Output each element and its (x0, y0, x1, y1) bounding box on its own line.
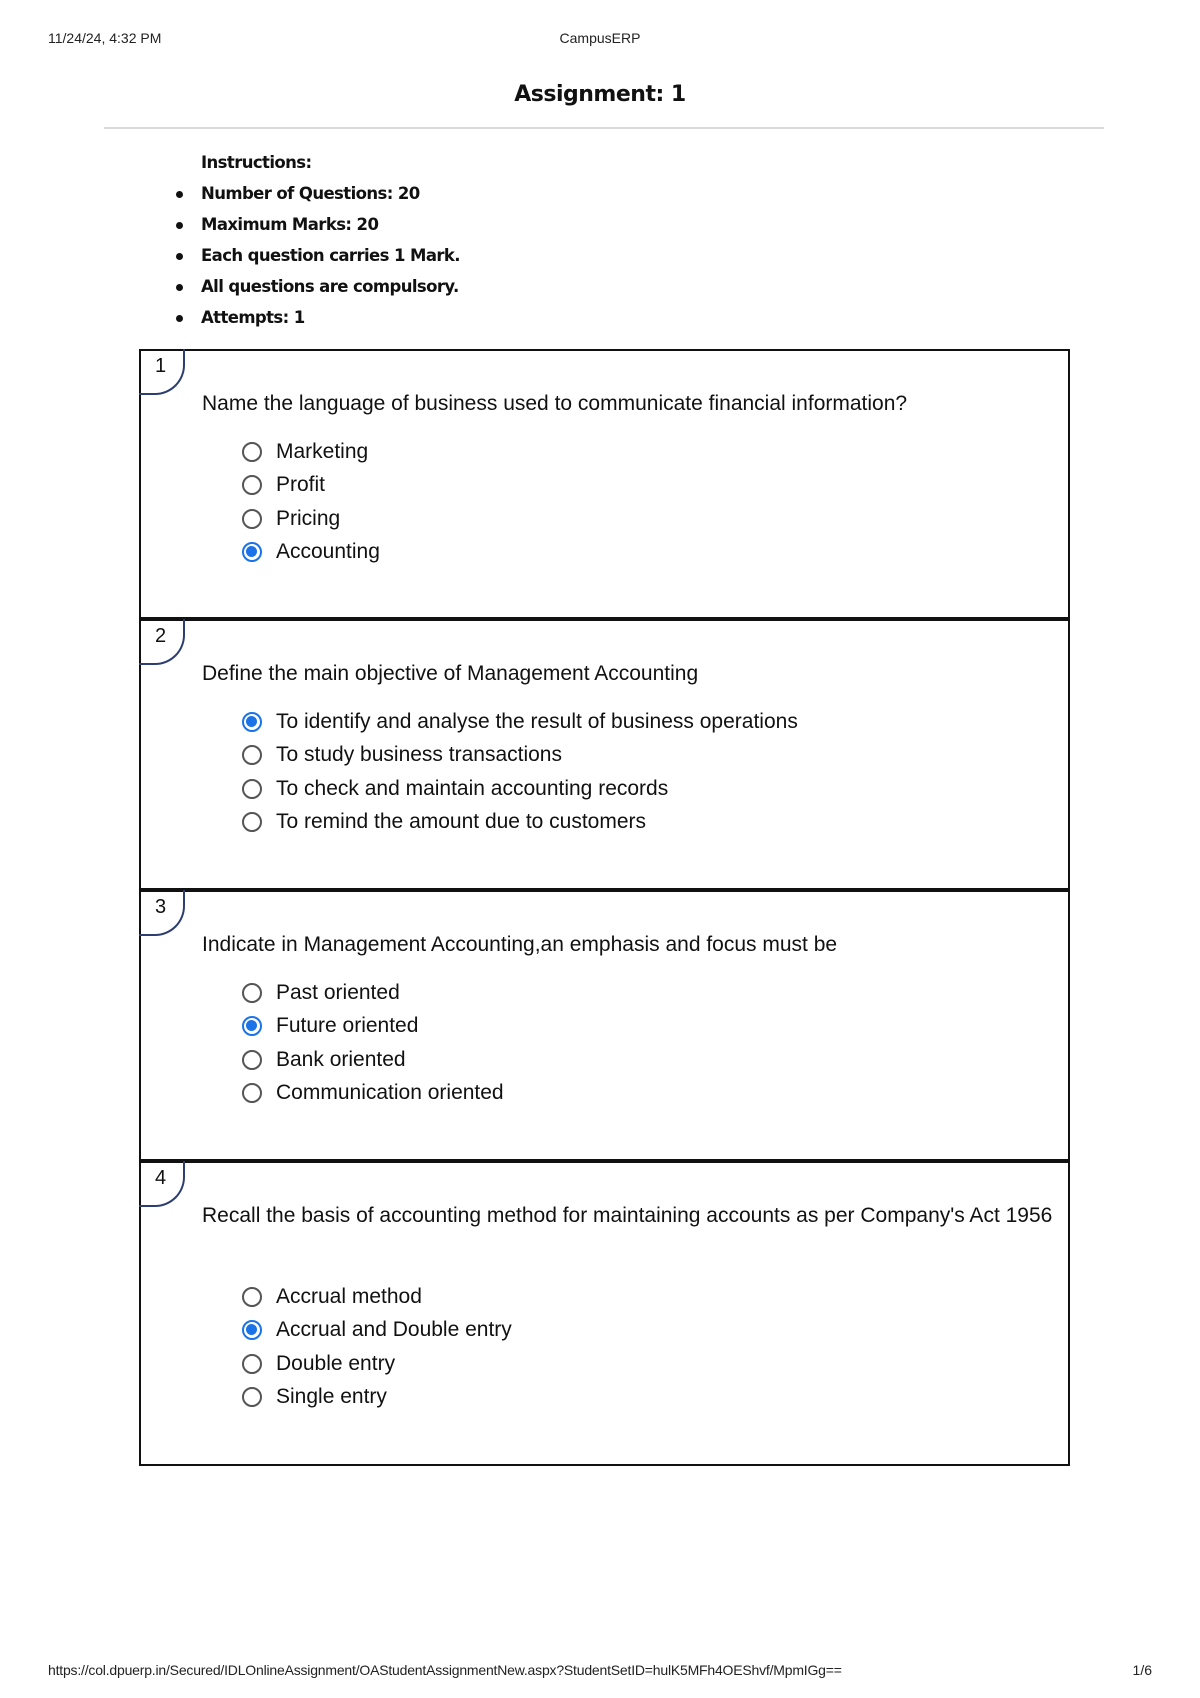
answer-option[interactable] (242, 705, 798, 739)
title-divider (104, 127, 1104, 129)
instruction-text: Number of Questions: 20 (201, 184, 420, 203)
option-label[interactable]: Single entry (276, 1385, 387, 1409)
print-footer (48, 1662, 1152, 1682)
answer-option[interactable] (242, 772, 798, 806)
answer-option[interactable] (242, 806, 798, 840)
answer-option[interactable] (242, 1347, 512, 1381)
option-label[interactable]: Pricing (276, 506, 341, 530)
instruction-text: All questions are compulsory. (201, 277, 459, 296)
question-number-badge: 1 (139, 349, 185, 395)
answer-option[interactable] (242, 1043, 504, 1077)
option-label[interactable]: Bank oriented (276, 1047, 406, 1071)
radio-button[interactable] (242, 1354, 262, 1374)
instruction-text: Maximum Marks: 20 (201, 215, 379, 234)
bullet-icon (176, 191, 183, 198)
question-text: Define the main objective of Management Accounting (202, 662, 699, 685)
instruction-item (176, 245, 460, 276)
radio-button[interactable] (242, 542, 262, 562)
question-text: Recall the basis of accounting method for maintaining accounts as per Company's Act 1956 (202, 1204, 1053, 1227)
print-app-name: CampusERP (559, 30, 641, 46)
answer-options (242, 705, 798, 839)
instruction-item (176, 183, 460, 214)
page-title: Assignment: 1 (514, 82, 686, 107)
option-label[interactable]: Accrual method (276, 1284, 422, 1308)
radio-button[interactable] (242, 812, 262, 832)
instructions-heading: Instructions: (201, 153, 312, 172)
question-card-1 (139, 349, 1070, 619)
answer-option[interactable] (242, 536, 380, 570)
question-card-3 (139, 890, 1070, 1161)
instruction-item (176, 214, 460, 245)
radio-button[interactable] (242, 475, 262, 495)
option-label[interactable]: To check and maintain accounting records (276, 776, 669, 800)
answer-option[interactable] (242, 1314, 512, 1348)
option-label[interactable]: Profit (276, 473, 326, 497)
answer-option[interactable] (242, 739, 798, 773)
instructions-block (176, 152, 460, 338)
radio-button[interactable] (242, 745, 262, 765)
question-number-badge: 3 (139, 890, 185, 936)
instruction-item (176, 276, 460, 307)
option-label[interactable]: To identify and analyse the result of business operations (276, 709, 798, 733)
bullet-icon (176, 284, 183, 291)
option-label[interactable]: Future oriented (276, 1014, 419, 1038)
radio-button[interactable] (242, 1287, 262, 1307)
radio-button[interactable] (242, 1320, 262, 1340)
answer-option[interactable] (242, 1280, 512, 1314)
instruction-text: Each question carries 1 Mark. (201, 246, 460, 265)
question-card-2 (139, 619, 1070, 890)
answer-option[interactable] (242, 1381, 512, 1415)
radio-button[interactable] (242, 1083, 262, 1103)
answer-option[interactable] (242, 1077, 504, 1111)
radio-button[interactable] (242, 1050, 262, 1070)
bullet-icon (176, 253, 183, 260)
question-number-badge: 4 (139, 1161, 185, 1207)
option-label[interactable]: Marketing (276, 439, 369, 463)
option-label[interactable]: Accrual and Double entry (276, 1318, 512, 1342)
print-url: https://col.dpuerp.in/Secured/IDLOnlineAssignment/OAStudentAssignmentNew.aspx?StudentSetID=hulK5MFh4OEShvf/MpmIGg== (48, 1662, 842, 1678)
question-card-4 (139, 1161, 1070, 1466)
answer-options (242, 1280, 512, 1414)
instruction-text: Attempts: 1 (201, 308, 305, 327)
option-label[interactable]: To remind the amount due to customers (276, 810, 647, 834)
radio-button[interactable] (242, 1387, 262, 1407)
answer-options (242, 976, 504, 1110)
question-text: Name the language of business used to communicate financial information? (202, 392, 908, 415)
answer-option[interactable] (242, 976, 504, 1010)
bullet-icon (176, 315, 183, 322)
answer-option[interactable] (242, 502, 380, 536)
radio-button[interactable] (242, 1016, 262, 1036)
option-label[interactable]: Double entry (276, 1351, 396, 1375)
radio-button[interactable] (242, 779, 262, 799)
print-datetime: 11/24/24, 4:32 PM (48, 30, 162, 46)
radio-button[interactable] (242, 983, 262, 1003)
question-text: Indicate in Management Accounting,an emphasis and focus must be (202, 933, 838, 956)
page-indicator: 1/6 (1132, 1662, 1152, 1678)
print-header (48, 30, 1152, 50)
option-label[interactable]: Past oriented (276, 980, 400, 1004)
option-label[interactable]: Communication oriented (276, 1081, 504, 1105)
option-label[interactable]: To study business transactions (276, 743, 562, 767)
radio-button[interactable] (242, 442, 262, 462)
answer-option[interactable] (242, 1010, 504, 1044)
radio-button[interactable] (242, 509, 262, 529)
bullet-icon (176, 222, 183, 229)
answer-option[interactable] (242, 435, 380, 469)
question-number-badge: 2 (139, 619, 185, 665)
instruction-item (176, 307, 460, 338)
answer-options (242, 435, 380, 569)
answer-option[interactable] (242, 469, 380, 503)
radio-button[interactable] (242, 712, 262, 732)
option-label[interactable]: Accounting (276, 540, 380, 564)
instructions-list (176, 183, 460, 338)
